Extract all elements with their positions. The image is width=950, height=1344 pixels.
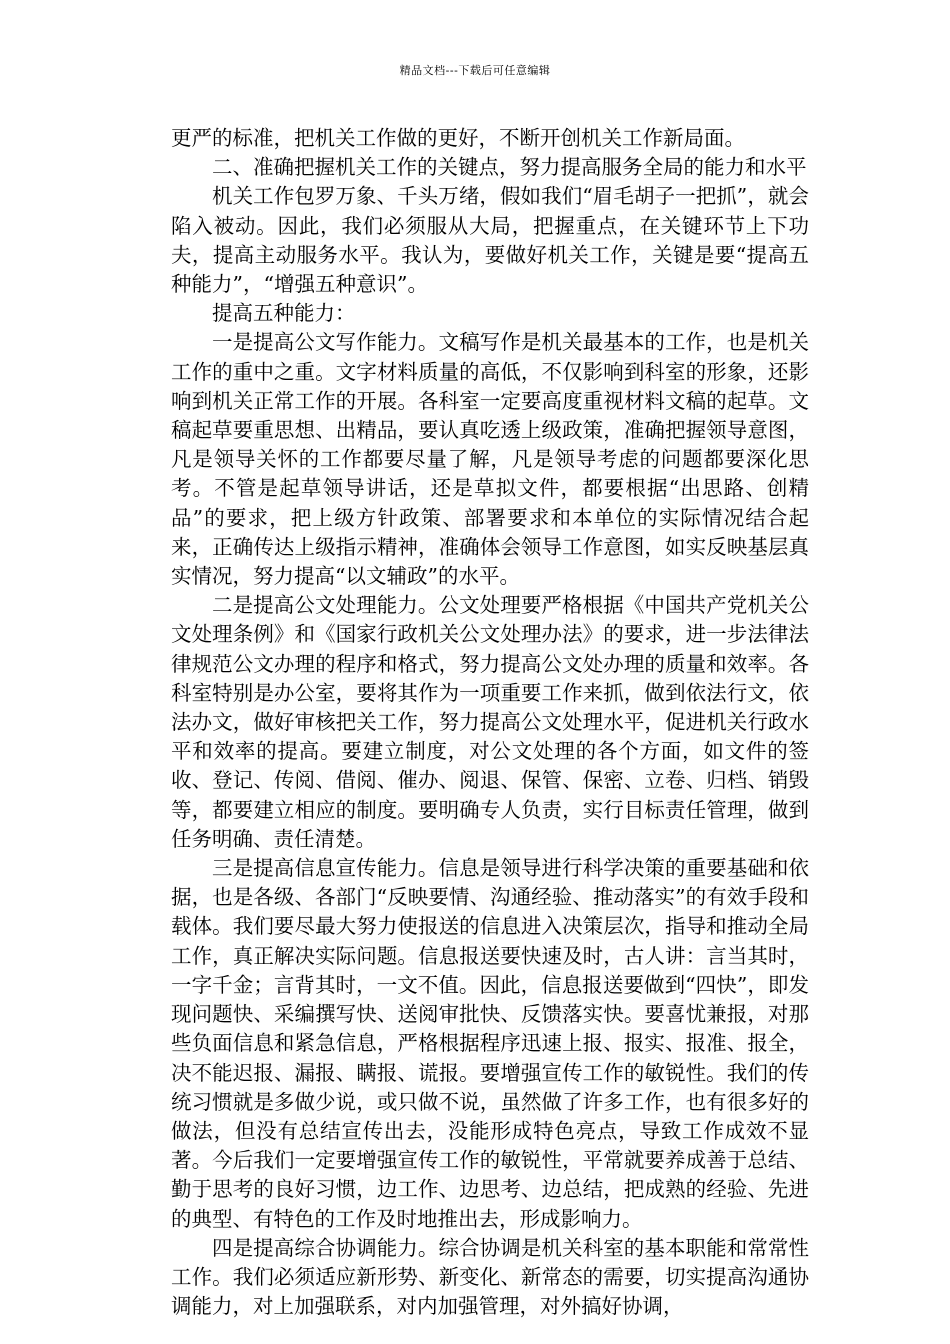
document-body: [171, 124, 809, 1321]
page-header: 精品文档---下载后可任意编辑: [399, 64, 551, 77]
paragraph: 提高五种能力：: [212, 301, 356, 326]
paragraph: 二是提高公文处理能力。公文处理要严格根据《中国共产党机关公文处理条例》和《国家行政机关公文处理办法》的要求，进一步法律法律规范公文办理的程序和格式，努力提高公文处办理的质量和效率。各科室特别是办公室，要将其作为一项重要工作来抓，做到依法行文，依法办文，做好审核把关工作，努力提高公文处理水平，促进机关行政水平和效率的提高。要建立制度，对公文处理的各个方面，如文件的签收、登记、传阅、借阅、催办、阅退、保管、保密、立卷、归档、销毁等，都要建立相应的制度。要明确专人负责，实行目标责任管理，做到任务明确、责任清楚。: [171, 593, 809, 851]
paragraph: 一是提高公文写作能力。文稿写作是机关最基本的工作，也是机关工作的重中之重。文字材料质量的高低，不仅影响到科室的形象，还影响到机关正常工作的开展。各科室一定要高度重视材料文稿的起草。文稿起草要重思想、出精品，要认真吃透上级政策，准确把握领导意图，凡是领导关怀的工作都要尽量了解，凡是领导考虑的问题都要深化思考。不管是起草领导讲话，还是草拟文件，都要根据“出思路、创精品”的要求，把上级方针政策、部署要求和本单位的实际情况结合起来，正确传达上级指示精神，准确体会领导工作意图，如实反映基层真实情况，努力提高“以文辅政”的水平。: [171, 330, 809, 589]
paragraph: 四是提高综合协调能力。综合协调是机关科室的基本职能和常常性工作。我们必须适应新形势、新变化、新常态的需要，切实提高沟通协调能力，对上加强联系，对内加强管理，对外搞好协调，: [171, 1235, 809, 1319]
paragraph: 更严的标准，把机关工作做的更好，不断开创机关工作新局面。: [171, 126, 745, 150]
paragraph: 机关工作包罗万象、千头万绪，假如我们“眉毛胡子一把抓”，就会陷入被动。因此，我们必须服从大局，把握重点，在关键环节上下功夫，提高主动服务水平。我认为，要做好机关工作，关键是要“提高五种能力”，“增强五种意识”。: [171, 184, 809, 297]
section-heading: 二、准确把握机关工作的关键点，努力提高服务全局的能力和水平: [212, 155, 807, 180]
paragraph: 三是提高信息宣传能力。信息是领导进行科学决策的重要基础和依据，也是各级、各部门“反映要情、沟通经验、推动落实”的有效手段和载体。我们要尽最大努力使报送的信息进入决策层次，指导和推动全局工作，真正解决实际问题。信息报送要快速及时，古人讲：言当其时，一字千金；言背其时，一文不值。因此，信息报送要做到“四快”，即发现问题快、采编撰写快、送阅审批快、反馈落实快。要喜忧兼报，对那些负面信息和紧急信息，严格根据程序迅速上报、报实、报准、报全，决不能迟报、漏报、瞒报、谎报。要增强宣传工作的敏锐性。我们的传统习惯就是多做少说，或只做不说，虽然做了许多工作，也有很多好的做法，但没有总结宣传出去，没能形成特色亮点，导致工作成效不显著。今后我们一定要增强宣传工作的敏锐性，平常就要养成善于总结、勤于思考的良好习惯，边工作、边思考、边总结，把成熟的经验、先进的典型、有特色的工作及时地推出去，形成影响力。: [171, 856, 809, 1231]
